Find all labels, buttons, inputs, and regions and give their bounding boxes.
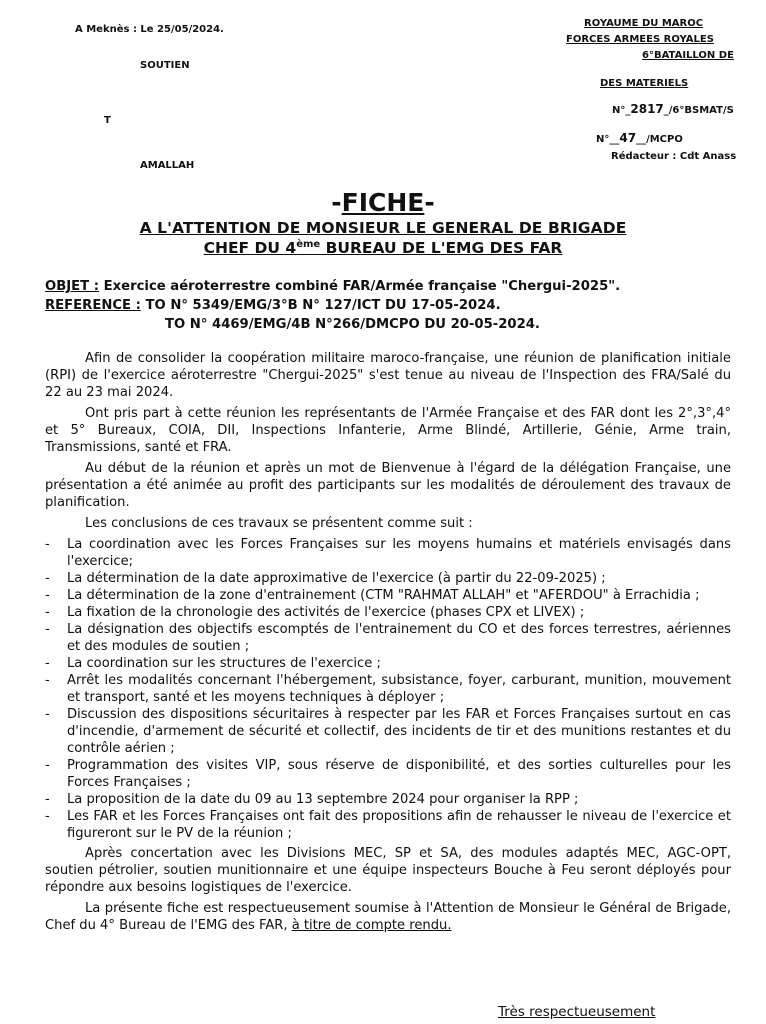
document-body — [45, 350, 731, 938]
redacteur: Rédacteur : Cdt Anass — [611, 151, 737, 162]
header-right-bataillon: 6°BATAILLON DE — [642, 50, 734, 61]
fiche-title: -FICHE- — [331, 188, 435, 217]
compte-rendu: à titre de compte rendu. — [291, 918, 452, 933]
list-item: - La proposition de la date du 09 au 13 septembre 2024 pour organiser la RPP ; — [45, 791, 731, 808]
reference-line: REFERENCE : TO N° 5349/EMG/3°B N° 127/ICT DU 17-05-2024. — [45, 298, 501, 313]
paragraph-3: Au début de la réunion et après un mot de Bienvenue à l'égard de la délégation Française, une présentation a été animée au profit des participants sur les modalités de déroulement des travaux de planification. — [45, 461, 731, 510]
paragraph-5: Après concertation avec les Divisions MEC, SP et SA, des modules adaptés MEC, AGC-OPT, soutien pétrolier, soutien munitionnaire et une équipe inspecteurs Bouche à Feu seront déployés pour répondre aux besoins logistiques de l'exercice. — [45, 846, 731, 895]
list-item: - Discussion des dispositions sécuritaires à respecter par les FAR et Forces Françaises surtout en cas d'incendie, d'armement de sécurité et collectif, des incidents de tir et des munitions restantes et du contrôle aérien ; — [45, 706, 731, 757]
reference-label: REFERENCE : — [45, 298, 141, 313]
list-item: - Programmation des visites VIP, sous réserve de disponibilité, et des sorties culturelles pour les Forces Françaises ; — [45, 757, 731, 791]
header-left-line1: SOUTIEN — [140, 60, 190, 71]
reference-number-line: N°_2817_/6°BSMAT/S — [612, 102, 734, 116]
reference-number: 2817 — [630, 102, 664, 116]
paragraph-1: Afin de consolider la coopération militaire maroco-française, une réunion de planification initiale (RPI) de l'exercice aéroterrestre "Chergui-2025" s'est tenue au niveau de l'Inspection des FRA/Salé du 22 au 23 mai 2024. — [45, 351, 731, 400]
header-left-line3: AMALLAH — [140, 160, 195, 171]
list-item: - La désignation des objectifs escomptés de l'entrainement du CO et des forces terrestres, aériennes et des modules de soutien ; — [45, 621, 731, 655]
list-item: - Les FAR et les Forces Françaises ont fait des propositions afin de rehausser le niveau de l'exercice et figureront sur le PV de la réunion ; — [45, 808, 731, 842]
list-item: - La coordination sur les structures de l'exercice ; — [45, 655, 731, 672]
conclusions-list — [45, 536, 731, 842]
header-left-line2: T — [104, 115, 111, 126]
closing-formula: Très respectueusement — [498, 1004, 656, 1020]
header-right-kingdom: ROYAUME DU MAROC — [584, 18, 704, 29]
objet-label: OBJET : — [45, 279, 100, 294]
paragraph-6: La présente fiche est respectueusement soumise à l'Attention de Monsieur le Général de Brigade, Chef du 4° Bureau de l'EMG des FAR, à titre de compte rendu. — [45, 901, 731, 933]
paragraph-4: Les conclusions de ces travaux se présentent comme suit : — [85, 516, 473, 531]
list-item: - La détermination de la date approximative de l'exercice (à partir du 22-09-2025) ; — [45, 570, 731, 587]
list-item: - La détermination de la zone d'entrainement (CTM "RAHMAT ALLAH" et "AFERDOU" à Errachidia ; — [45, 587, 731, 604]
attention-line: A L'ATTENTION DE MONSIEUR LE GENERAL DE BRIGADE — [139, 219, 627, 237]
objet-line: OBJET : Exercice aéroterrestre combiné FAR/Armée française "Chergui-2025". — [45, 279, 621, 294]
header-right-materiels: DES MATERIELS — [600, 78, 689, 89]
mcpo-number-line: N°__47__/MCPO — [596, 131, 683, 145]
list-item: - La fixation de la chronologie des activités de l'exercice (phases CPX et LIVEX) ; — [45, 604, 731, 621]
paragraph-2: Ont pris part à cette réunion les représentants de l'Armée Française et des FAR dont les 2°,3°,4° et 5° Bureaux, COIA, DII, Inspections Infanterie, Arme Blindé, Artillerie, Génie, Arme train, Transmissions, santé et FRA. — [45, 406, 731, 455]
chef-bureau-line: CHEF DU 4ème BUREAU DE L'EMG DES FAR — [203, 239, 563, 258]
list-item: - La coordination avec les Forces Françaises sur les moyens humains et matériels envisagés dans l'exercice; — [45, 536, 731, 570]
mcpo-number: 47 — [619, 131, 637, 145]
list-item: - Arrêt les modalités concernant l'hébergement, subsistance, foyer, carburant, munition, mouvement et transport, santé et les moyens techniques à déployer ; — [45, 672, 731, 706]
header-right-far: FORCES ARMEES ROYALES — [566, 34, 714, 45]
reference-line-2: TO N° 4469/EMG/4B N°266/DMCPO DU 20-05-2024. — [165, 317, 540, 332]
place-date: A Meknès : Le 25/05/2024. — [75, 24, 224, 35]
